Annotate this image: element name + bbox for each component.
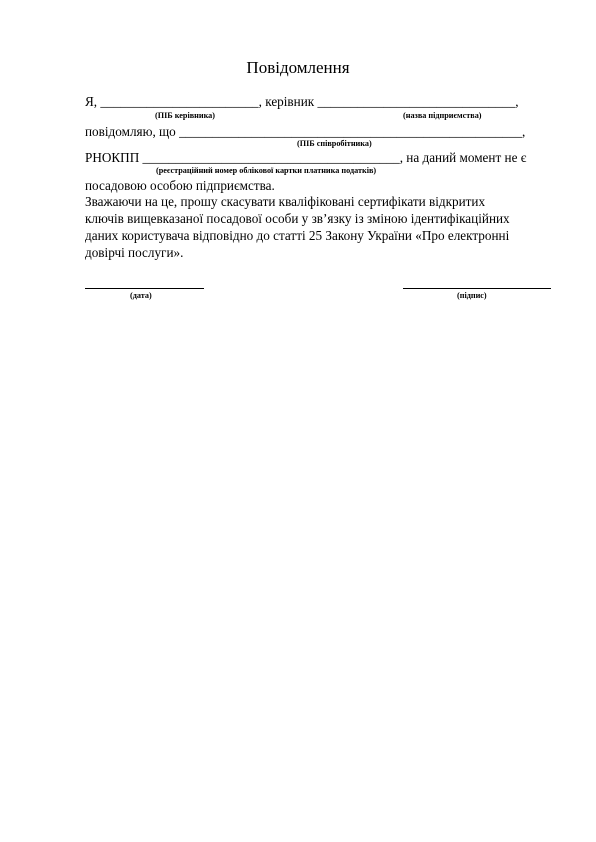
tax-number-blank: _______________________________________ — [142, 150, 400, 165]
employee-name-hint: (ПІБ співробітника) — [297, 139, 372, 148]
statement-line-4: посадовою особою підприємства. — [85, 178, 275, 193]
statement-line-3-prefix: РНОКПП — [85, 150, 143, 165]
employee-name-blank: ____________________________________________________ — [179, 124, 522, 139]
tax-number-hint: (реєстраційний номер облікової картки платника податків) — [156, 166, 377, 175]
date-line — [85, 288, 204, 289]
statement-line-1-middle: , керівник — [258, 94, 318, 109]
statement-line-3-suffix: , на даний момент не є — [399, 150, 527, 165]
statement-line-1 — [85, 93, 519, 110]
statement-line-1-prefix: Я, — [85, 94, 101, 109]
request-line-2: ключів вищевказаної посадової особи у зв’язку із зміною ідентифікаційних — [85, 211, 510, 226]
manager-name-hint: (ПІБ керівника) — [155, 111, 215, 120]
request-line-3: даних користувача відповідно до статті 25 Закону України «Про електронні — [85, 228, 510, 243]
statement-line-2 — [85, 123, 525, 140]
date-label: (дата) — [130, 291, 152, 300]
manager-name-blank: ________________________ — [100, 94, 259, 109]
statement-line-2-suffix: , — [521, 124, 526, 139]
statement-line-1-suffix: , — [515, 94, 519, 109]
signature-line — [403, 288, 551, 289]
request-line-4: довірчі послуги». — [85, 245, 184, 260]
company-name-hint: (назва підприємства) — [403, 111, 482, 120]
request-line-1: Зважаючи на це, прошу скасувати кваліфіковані сертифікати відкритих — [85, 194, 486, 209]
document-title: Повідомлення — [246, 58, 350, 77]
company-name-blank: ______________________________ — [317, 94, 516, 109]
statement-line-3 — [85, 149, 526, 166]
statement-line-2-prefix: повідомляю, що — [85, 124, 180, 139]
signature-label: (підпис) — [457, 291, 487, 300]
